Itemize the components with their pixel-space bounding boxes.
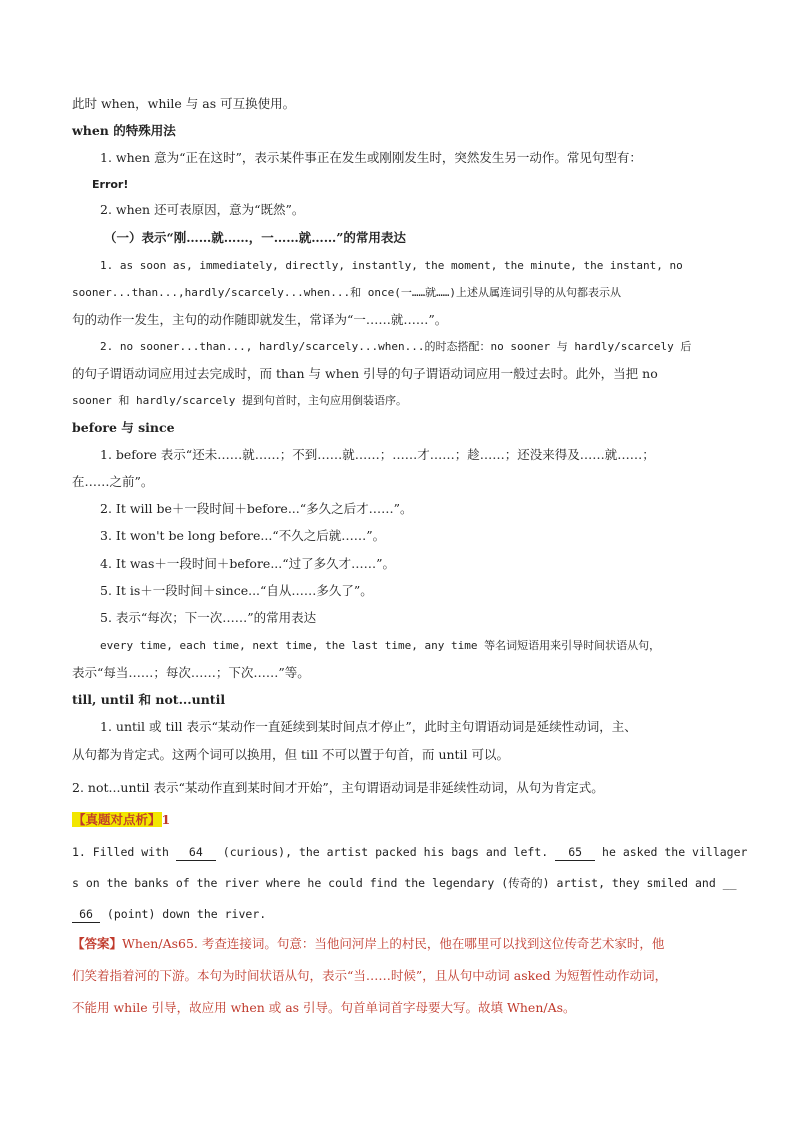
text-line: 2. It will be＋一段时间＋before...“多久之后才……”。 — [100, 501, 413, 516]
section-heading: （一）表示“刚……就……，一……就……”的常用表达 — [104, 230, 406, 245]
text-line: 4. It was＋一段时间＋before...“过了多久才……”。 — [100, 556, 396, 571]
question-line — [72, 844, 748, 861]
text-line: 2. when 还可表原因，意为“既然”。 — [100, 202, 305, 217]
section-heading: when 的特殊用法 — [72, 123, 176, 138]
answer-line: 不能用 while 引导，故应用 when 或 as 引导。句首单词首字母要大写。故填 When/As。 — [72, 1000, 576, 1015]
text-line: 的句子谓语动词应用过去完成时，而 than 与 when 引导的句子谓语动词应用一般过去时。此外，当把 no — [72, 366, 658, 381]
section-heading: before 与 since — [72, 420, 175, 435]
question-text: (point) down the river. — [100, 907, 267, 921]
question-text: 1. Filled with — [72, 845, 176, 859]
answer-blank-66: 66 — [72, 906, 100, 923]
text-line: 1. as soon as, immediately, directly, instantly, the moment, the minute, the instant, no — [100, 259, 683, 272]
text-line: 3. It won't be long before...“不久之后就……”。 — [100, 528, 386, 543]
question-line: s on the banks of the river where he could find the legendary (传奇的) artist, they smiled and __ — [72, 876, 737, 890]
answer-line: 们笑着指着河的下游。本句为时间状语从句，表示“当……时候”，且从句中动词 asked 为短暂性动作动词， — [72, 968, 668, 983]
question-text: he asked the villager — [595, 845, 748, 859]
answer-blank-64: 64 — [176, 844, 216, 861]
answer-blank-65: 65 — [555, 844, 595, 861]
text-line: 此时 when，while 与 as 可互换使用。 — [72, 96, 296, 111]
text-line: 1. until 或 till 表示“某动作一直延续到某时间点才停止”，此时主句谓语动词是延续性动词，主、 — [100, 719, 637, 734]
text-line: sooner 和 hardly/scarcely 提到句首时，主句应用倒装语序。 — [72, 394, 407, 407]
exercise-tag: 【真题对点析】 — [73, 812, 161, 827]
text-line: 2. no sooner...than..., hardly/scarcely...when...的时态搭配：no sooner 与 hardly/scarcely 后 — [100, 340, 692, 353]
answer-line — [72, 936, 722, 952]
text-line: 1. when 意为“正在这时”，表示某件事正在发生或刚刚发生时，突然发生另一动作。常见句型有： — [100, 150, 642, 165]
question-line — [72, 906, 722, 923]
text-line: every time, each time, next time, the last time, any time 等名词短语用来引导时间状语从句， — [100, 639, 661, 652]
error-text: Error! — [92, 178, 129, 191]
exercise-number: 1 — [161, 812, 171, 827]
answer-text: When/As65. 考查连接词。句意：当他问河岸上的村民，他在哪里可以找到这位传奇艺术家时，他 — [122, 936, 665, 951]
text-line: 2. not...until 表示“某动作直到某时间才开始”，主句谓语动词是非延续性动词，从句为肯定式。 — [72, 780, 604, 795]
text-line: 5. It is＋一段时间＋since...“自从……多久了”。 — [100, 583, 373, 598]
answer-tag: 【答案】 — [72, 936, 123, 951]
section-heading: till, until 和 not...until — [72, 692, 226, 707]
text-line: 从句都为肯定式。这两个词可以换用，但 till 不可以置于句首，而 until 可以。 — [72, 747, 510, 762]
text-line: 表示“每当……；每次……；下次……”等。 — [72, 665, 310, 680]
text-line: sooner...than...,hardly/scarcely...when...和 once(一……就……)上述从属连词引导的从句都表示从 — [72, 286, 621, 299]
exercise-heading — [72, 812, 722, 828]
text-line: 5. 表示“每次；下一次……”的常用表达 — [100, 610, 317, 625]
text-line: 句的动作一发生，主句的动作随即就发生，常译为“一……就……”。 — [72, 312, 448, 327]
text-line: 1. before 表示“还未……就……；不到……就……；……才……；趁……；还没来得及……就……； — [100, 447, 655, 462]
question-text: (curious), the artist packed his bags and left. — [215, 845, 556, 859]
text-line: 在……之前”。 — [72, 474, 154, 489]
